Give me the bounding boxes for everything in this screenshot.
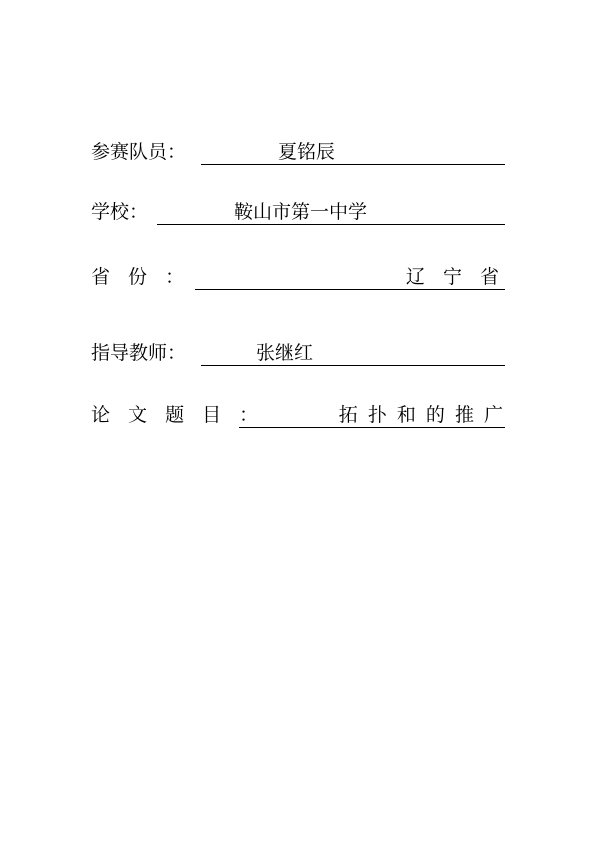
school-label: 学校： <box>91 201 149 223</box>
school-field <box>157 201 505 225</box>
school-row <box>91 199 505 225</box>
thesis-title-field <box>239 404 505 428</box>
title-row <box>91 402 505 428</box>
province-value: 辽 宁 省 <box>405 266 505 288</box>
province-field <box>195 266 505 290</box>
member-label: 参赛队员： <box>91 141 187 163</box>
advisor-label: 指导教师： <box>91 342 187 364</box>
member-field <box>201 141 505 165</box>
province-label: 省 份 ： <box>91 266 191 288</box>
advisor-field <box>201 342 505 366</box>
thesis-title-value: 拓 扑 和 的 推 广 <box>338 404 505 426</box>
advisor-row <box>91 340 505 366</box>
member-value: 夏铭辰 <box>278 141 336 163</box>
thesis-title-label: 论 文 题 目 ： <box>91 404 265 426</box>
advisor-value: 张继红 <box>256 342 314 364</box>
province-row <box>91 264 505 290</box>
school-value: 鞍山市第一中学 <box>234 201 368 223</box>
member-row <box>91 139 505 165</box>
